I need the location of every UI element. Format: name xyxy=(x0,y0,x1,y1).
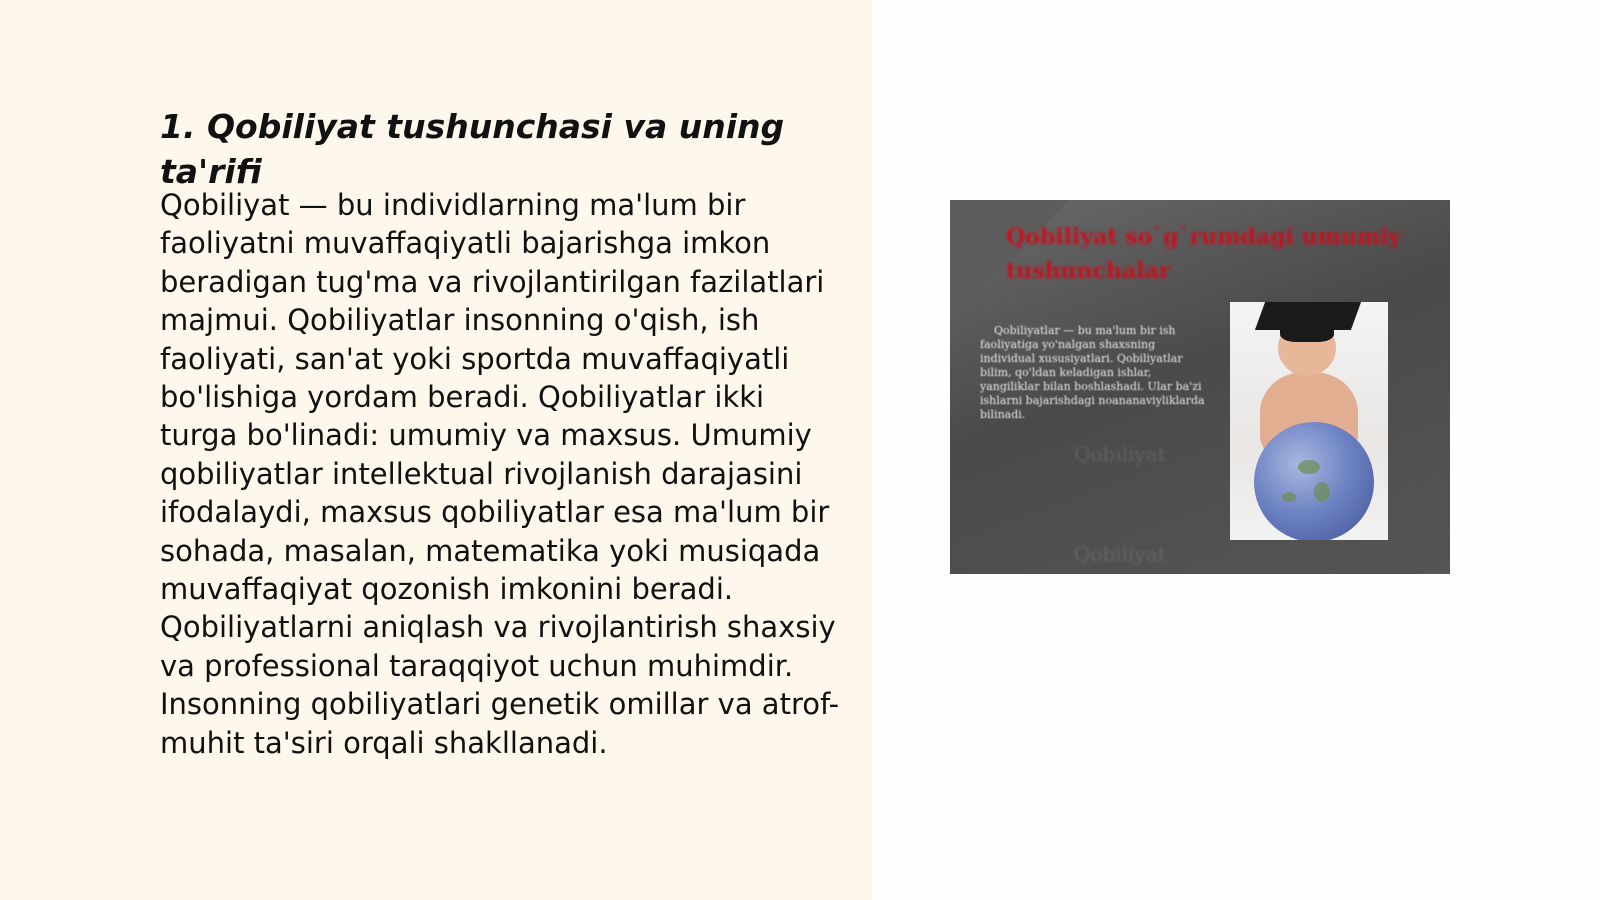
globe-land xyxy=(1298,460,1320,474)
graduation-cap-icon xyxy=(1255,302,1361,330)
slide-body-text: Qobiliyat — bu individlarning ma'lum bir faoliyatni muvaffaqiyatli bajarishga imkon beradigan tug'ma va rivojlantirilgan fazilatlari majmui. Qobiliyatlar insonning o'qish, ish faoliyati, san'at yoki sportda muvaffaqiyatli bo'lishiga yordam beradi. Qobiliyatlar ikki turga bo'linadi: umumiy va maxsus. Umumiy qobiliyatlar intellektual rivojlanish darajasini ifodalaydi, maxsus qobiliyatlar esa ma'lum bir sohada, masalan, matematika yoki musiqada muvaffaqiyat qozonish imkonini beradi. Qobiliyatlarni aniqlash va rivojlantirish shaxsiy va professional taraqqiyot uchun muhimdir. Insonning qobiliyatlari genetik omillar va atrof-muhit ta'siri orqali shakllanadi. xyxy=(160,188,840,760)
slide-image xyxy=(950,200,1450,574)
image-watermark-text: Qobiliyat xyxy=(1074,542,1166,566)
globe-land xyxy=(1282,492,1296,502)
baby-globe-photo xyxy=(1230,302,1388,540)
globe-icon xyxy=(1254,422,1374,540)
image-text: Qobiliyatlar — bu ma'lum bir ish faoliyatiga yo'nalgan shaxsning individual xususiyatlari. Qobiliyatlar bilim, qo'ldan keladigan ishlar, yangiliklar bilan boshlashadi. Ular ba'zi ishlarni bajarishdagi noananaviyliklarda bilinadi. xyxy=(980,324,1205,421)
globe-land xyxy=(1314,482,1330,502)
slide-heading: 1. Qobiliyat tushunchasi va uning ta'rifi xyxy=(160,107,785,191)
image-title: Qobiliyat so`g`rumdagi umumiy tushunchalar xyxy=(1006,224,1402,284)
image-watermark-text: Qobiliyat xyxy=(1074,442,1166,466)
